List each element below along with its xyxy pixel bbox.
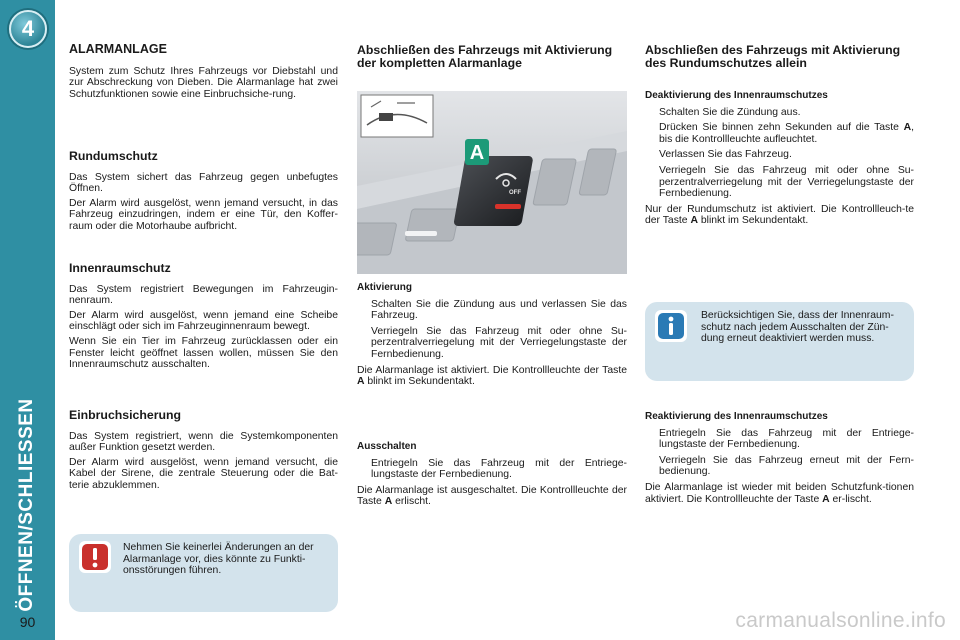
info-note: [645, 302, 914, 381]
list-item: Entriegeln Sie das Fahrzeug mit der Entriege-lungstaste der Fernbedienung.: [357, 458, 627, 481]
chapter-sidebar: [0, 0, 55, 640]
alarm-button-photo: [357, 91, 627, 274]
list-item: Verlassen Sie das Fahrzeug.: [645, 149, 914, 161]
list-item: Entriegeln Sie das Fahrzeug mit der Entriege-lungstaste der Fernbedienung.: [645, 428, 914, 451]
subheading: Deaktivierung des Innenraumschutzes: [645, 90, 828, 101]
bullet-arrow-icon: [357, 458, 371, 481]
paragraph: Die Alarmanlage ist aktiviert. Die Kontrollleuchte der Taste A blinkt im Sekundentakt.: [357, 364, 627, 388]
page-heading: ALARMANLAGE: [69, 42, 167, 56]
subheading: Ausschalten: [357, 441, 417, 452]
list-item: Verriegeln Sie das Fahrzeug erneut mit der Fern-bedienung.: [645, 455, 914, 478]
callout-a-badge: [465, 139, 489, 165]
list-item: Schalten Sie die Zündung aus.: [645, 107, 914, 119]
section-heading: Abschließen des Fahrzeugs mit Aktivierung der kompletten Alarmanlage: [357, 43, 613, 70]
section-perimeter: [69, 151, 338, 236]
watermark-text: carmanualsonline.info: [735, 609, 946, 632]
section-heading: Abschließen des Fahrzeugs mit Aktivierung des Rundumschutzes allein: [645, 43, 901, 70]
section-interior: [69, 263, 338, 374]
page-number: 90: [19, 614, 36, 630]
bullet-arrow-icon: [357, 326, 371, 361]
intro-text: System zum Schutz Ihres Fahrzeugs vor Diebstahl und zur Abschreckung von Dieben. Die Alarmanlage hat zwei Schutzfunktionen sowie eine Einbruchsiche-rung.: [69, 65, 338, 100]
paragraph: Das System registriert, wenn die Systemkomponenten außer Funktion gesetzt werden.: [69, 430, 338, 454]
list-item: Verriegeln Sie das Fahrzeug mit oder ohne Su-perzentralverriegelung mit der Verriegelungstaste der Fernbedienung.: [357, 326, 627, 361]
warning-text: Nehmen Sie keinerlei Änderungen an der Alarmanlage vor, dies könnte zu Funkti-onsstörungen führen.: [123, 542, 314, 577]
section-activation: [357, 282, 627, 391]
list-item: Verriegeln Sie das Fahrzeug mit oder ohne Su-perzentralverriegelung mit der Verriegelungstaste der Fernbedienung.: [645, 165, 914, 200]
paragraph: Die Alarmanlage ist wieder mit beiden Schutzfunk-tionen aktiviert. Die Kontrollleuchte der Taste A er-lischt.: [645, 481, 914, 505]
bullet-arrow-icon: [645, 165, 659, 200]
section-heading: Einbruchsicherung: [69, 408, 182, 422]
chapter-number-badge: 4: [9, 10, 47, 48]
subheading: Reaktivierung des Innenraumschutzes: [645, 411, 828, 422]
column-left: [69, 44, 338, 103]
list-item: Drücken Sie binnen zehn Sekunden auf die Taste A, bis die Kontrollleuchte aufleuchtet.: [645, 122, 914, 145]
chapter-title: ÖFFNEN/SCHLIESSEN: [16, 398, 37, 612]
paragraph: Wenn Sie ein Tier im Fahrzeug zurücklassen oder ein Fenster leicht geöffnet lassen wollen, müssen Sie den Innenraumschutz ausschalten.: [69, 335, 338, 371]
info-text: Berücksichtigen Sie, dass der Innenraum-schutz nach jedem Ausschalten der Zün-dung erneut deaktiviert werden muss.: [701, 310, 894, 345]
section-reactivation: [645, 411, 914, 508]
section-tamper: [69, 410, 338, 495]
paragraph: Der Alarm wird ausgelöst, wenn jemand versucht, in das Fahrzeug einzudringen, indem er eine Tür, den Koffer-raum oder die Motorhaube aufbricht.: [69, 197, 338, 232]
paragraph: Der Alarm wird ausgelöst, wenn jemand versucht, die Kabel der Sirene, die zentrale Steuerung oder die Bat-terie abzuklemmen.: [69, 456, 338, 491]
column-middle: [357, 44, 627, 79]
alarm-button-illustration: [357, 91, 627, 274]
paragraph: Das System registriert Bewegungen im Fahrzeugin-nenraum.: [69, 283, 338, 307]
section-deactivation: [357, 441, 627, 511]
bullet-arrow-icon: [645, 122, 659, 145]
bullet-arrow-icon: [645, 455, 659, 478]
callout-a-label: A: [469, 142, 485, 164]
bullet-arrow-icon: [645, 149, 659, 161]
bullet-arrow-icon: [645, 107, 659, 119]
paragraph: Nur der Rundumschutz ist aktiviert. Die Kontrollleuch-te der Taste A blinkt im Sekundentakt.: [645, 203, 914, 227]
car-dashboard-inset-icon: [361, 95, 433, 137]
paragraph: Der Alarm wird ausgelöst, wenn jemand eine Scheibe einschlägt oder sich im Fahrzeuginnenraum bewegt.: [69, 309, 338, 333]
bullet-arrow-icon: [645, 428, 659, 451]
list-item: Schalten Sie die Zündung aus und verlassen Sie das Fahrzeug.: [357, 299, 627, 322]
warning-note: [69, 534, 338, 612]
paragraph: Das System sichert das Fahrzeug gegen unbefugtes Öffnen.: [69, 171, 338, 195]
paragraph: Die Alarmanlage ist ausgeschaltet. Die Kontrollleuchte der Taste A erlischt.: [357, 484, 627, 508]
subheading: Aktivierung: [357, 282, 413, 293]
column-right: [645, 44, 914, 230]
warning-exclamation-icon: [77, 539, 113, 575]
photo-button-label: OFF: [509, 190, 521, 196]
section-heading: Innenraumschutz: [69, 261, 171, 275]
bullet-arrow-icon: [357, 299, 371, 322]
info-icon: [653, 308, 689, 344]
section-heading: Rundumschutz: [69, 149, 158, 163]
